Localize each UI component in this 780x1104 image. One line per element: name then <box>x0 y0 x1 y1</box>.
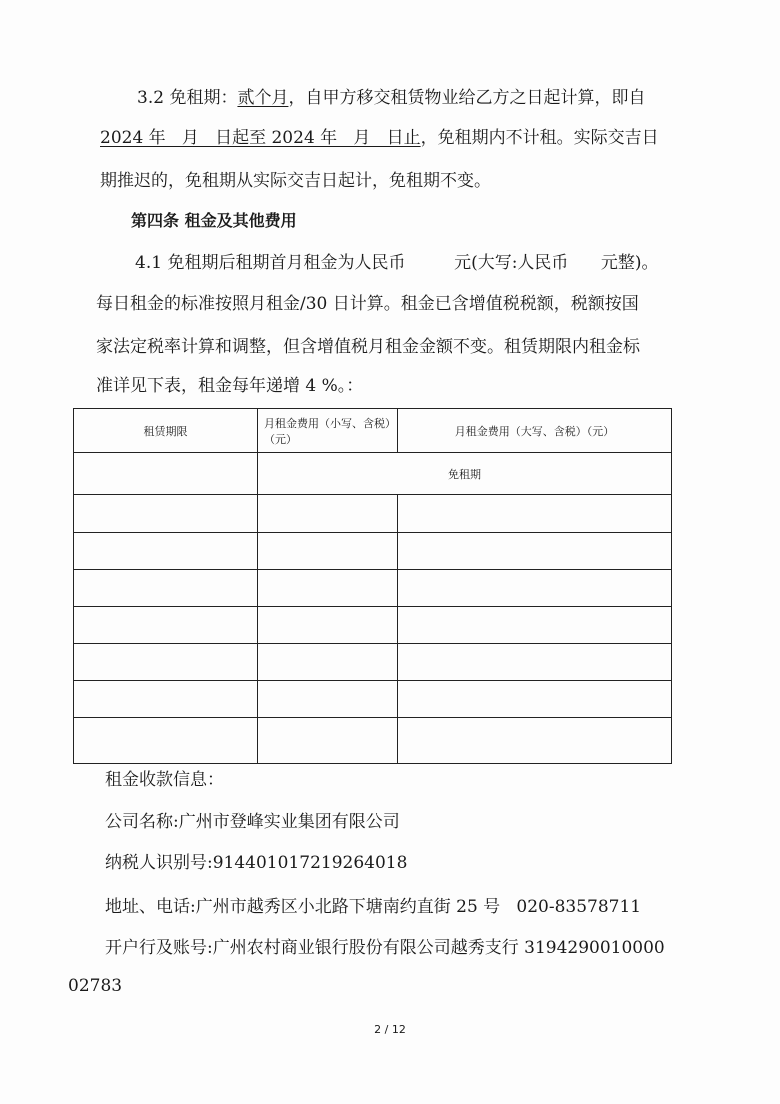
para-3-2-text-2: ，免租期内不计租。实际交吉日 <box>420 128 659 148</box>
article-4-heading: 第四条 租金及其他费用 <box>131 211 297 230</box>
para-4-1-line-4: 准详见下表，租金每年递增 4 %。： <box>96 376 364 396</box>
table-header-row <box>74 409 672 453</box>
table-row <box>74 495 672 533</box>
para-4-1-line-2: 每日租金的标准按照月租金/30 日计算。租金已含增值税税额，税额按国 <box>96 294 639 314</box>
table-row <box>74 570 672 607</box>
para-3-2-line-1 <box>137 87 645 109</box>
table-row <box>74 718 672 764</box>
table-row <box>74 533 672 570</box>
para-3-2-line-3: 期推迟的，免租期从实际交吉日起计，免租期不变。 <box>100 171 491 191</box>
table-row <box>74 681 672 718</box>
payee-address-phone: 地址、电话:广州市越秀区小北路下塘南约直街 25 号 020-83578711 <box>105 897 642 917</box>
payee-bank-account-cont: 02783 <box>68 976 123 996</box>
para-4-1-line-3: 家法定税率计算和调整，但含增值税月租金金额不变。租赁期限内租金标 <box>96 337 640 357</box>
page-number: 2 / 12 <box>374 1023 406 1036</box>
free-period-cell: 免租期 <box>258 453 672 495</box>
header-monthly-rent-words: 月租金费用（大写、含税）（元） <box>398 409 672 453</box>
para-3-2-line-2 <box>100 127 659 149</box>
payee-bank-account: 开户行及账号:广州农村商业银行股份有限公司越秀支行 3194290010000 <box>105 938 665 958</box>
table-row <box>74 644 672 681</box>
free-period-date-range: 2024 年 月 日起至 2024 年 月 日止 <box>100 128 421 148</box>
payment-info-title: 租金收款信息： <box>105 770 224 790</box>
para-3-2-text-1: ，自甲方移交租赁物业给乙方之日起计算，即自 <box>288 88 646 108</box>
free-period-length: 贰个月 <box>237 88 289 108</box>
para-3-2-lead: 3.2 免租期： <box>137 88 238 108</box>
para-4-1-line-1: 4.1 免租期后租期首月租金为人民币 元(大写:人民币 元整)。 <box>135 253 659 273</box>
header-lease-term: 租赁期限 <box>74 409 258 453</box>
header-monthly-rent-numeric: 月租金费用（小写、含税）（元） <box>258 409 398 453</box>
table-cell <box>74 453 258 495</box>
table-row <box>74 607 672 644</box>
payee-tax-id: 纳税人识别号:914401017219264018 <box>105 853 408 873</box>
table-row <box>74 453 672 495</box>
rent-table <box>73 408 672 764</box>
payee-company: 公司名称:广州市登峰实业集团有限公司 <box>105 812 400 832</box>
